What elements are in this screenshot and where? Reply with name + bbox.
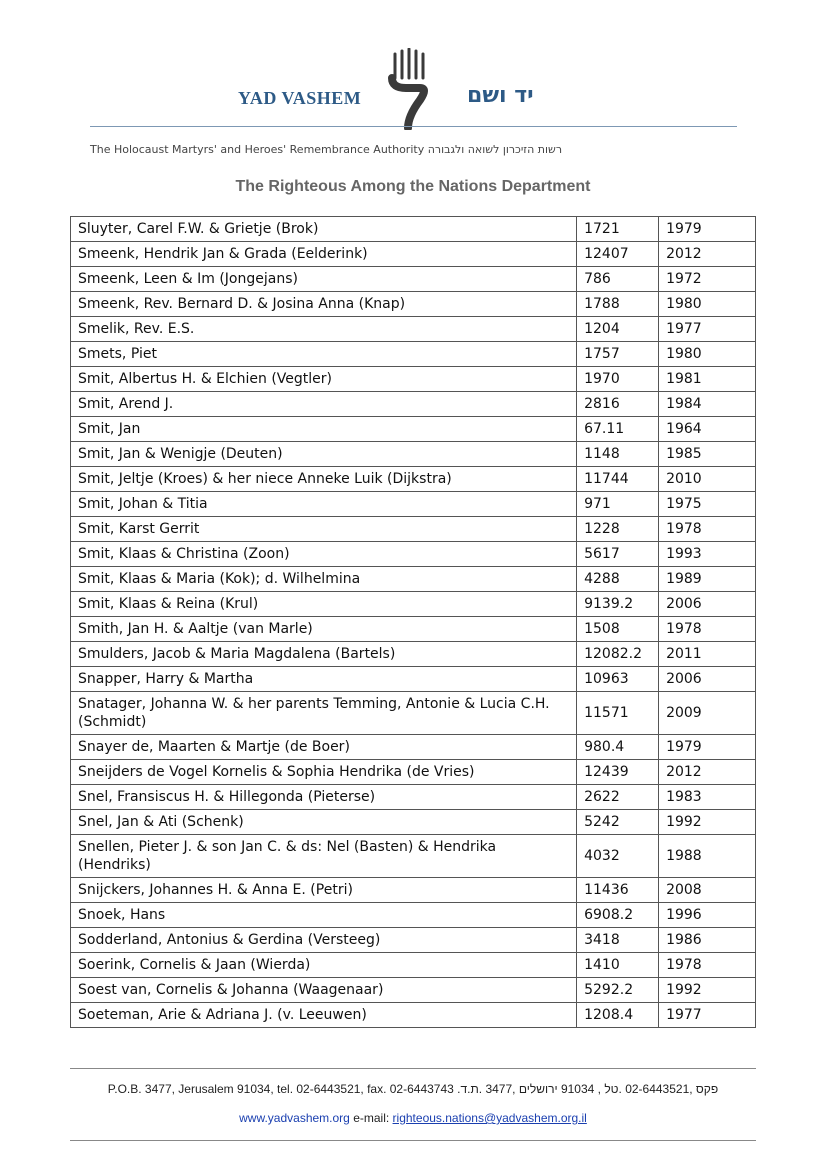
honoree-name-cell: Smit, Albertus H. & Elchien (Vegtler) xyxy=(71,367,577,392)
recognition-year-cell: 2006 xyxy=(659,592,756,617)
file-number-cell: 2816 xyxy=(577,392,659,417)
honoree-name-cell: Smelik, Rev. E.S. xyxy=(71,317,577,342)
honoree-name-cell: Smit, Jeltje (Kroes) & her niece Anneke Luik (Dijkstra) xyxy=(71,467,577,492)
honoree-name-cell: Smeenk, Rev. Bernard D. & Josina Anna (Knap) xyxy=(71,292,577,317)
file-number-cell: 11436 xyxy=(577,878,659,903)
recognition-year-cell: 1988 xyxy=(659,835,756,878)
table-row xyxy=(71,442,756,467)
recognition-year-cell: 2012 xyxy=(659,760,756,785)
table-row xyxy=(71,517,756,542)
file-number-cell: 2622 xyxy=(577,785,659,810)
recognition-year-cell: 1979 xyxy=(659,217,756,242)
authority-line: The Holocaust Martyrs' and Heroes' Remembrance Authority רשות הזיכרון לשואה ולגבורה xyxy=(90,143,563,156)
table-row xyxy=(71,267,756,292)
table-row xyxy=(71,735,756,760)
recognition-year-cell: 1978 xyxy=(659,953,756,978)
website-link[interactable]: www.yadvashem.org xyxy=(239,1111,350,1125)
table-row xyxy=(71,903,756,928)
honoree-name-cell: Snellen, Pieter J. & son Jan C. & ds: Nel (Basten) & Hendrika (Hendriks) xyxy=(71,835,577,878)
honoree-name-cell: Snel, Fransiscus H. & Hillegonda (Pieterse) xyxy=(71,785,577,810)
table-row xyxy=(71,835,756,878)
file-number-cell: 9139.2 xyxy=(577,592,659,617)
table-row xyxy=(71,810,756,835)
table-row xyxy=(71,928,756,953)
honoree-name-cell: Sodderland, Antonius & Gerdina (Versteeg) xyxy=(71,928,577,953)
file-number-cell: 1148 xyxy=(577,442,659,467)
recognition-year-cell: 1972 xyxy=(659,267,756,292)
table-row xyxy=(71,617,756,642)
recognition-year-cell: 1985 xyxy=(659,442,756,467)
table-row xyxy=(71,367,756,392)
honoree-name-cell: Soest van, Cornelis & Johanna (Waagenaar) xyxy=(71,978,577,1003)
email-label: e-mail: xyxy=(349,1111,393,1125)
file-number-cell: 1208.4 xyxy=(577,1003,659,1028)
honoree-name-cell: Sneijders de Vogel Kornelis & Sophia Hendrika (de Vries) xyxy=(71,760,577,785)
file-number-cell: 1970 xyxy=(577,367,659,392)
honoree-name-cell: Smith, Jan H. & Aaltje (van Marle) xyxy=(71,617,577,642)
honoree-name-cell: Snayer de, Maarten & Martje (de Boer) xyxy=(71,735,577,760)
honoree-name-cell: Smets, Piet xyxy=(71,342,577,367)
table-row xyxy=(71,785,756,810)
honoree-name-cell: Smeenk, Leen & Im (Jongejans) xyxy=(71,267,577,292)
file-number-cell: 1721 xyxy=(577,217,659,242)
recognition-year-cell: 1984 xyxy=(659,392,756,417)
file-number-cell: 6908.2 xyxy=(577,903,659,928)
file-number-cell: 1204 xyxy=(577,317,659,342)
table-row xyxy=(71,760,756,785)
table-row xyxy=(71,392,756,417)
letterhead xyxy=(0,0,826,170)
honoree-name-cell: Snatager, Johanna W. & her parents Temming, Antonie & Lucia C.H. (Schmidt) xyxy=(71,692,577,735)
honoree-name-cell: Snel, Jan & Ati (Schenk) xyxy=(71,810,577,835)
table-row xyxy=(71,342,756,367)
honoree-name-cell: Smit, Klaas & Reina (Krul) xyxy=(71,592,577,617)
table-row xyxy=(71,467,756,492)
table-row xyxy=(71,978,756,1003)
file-number-cell: 971 xyxy=(577,492,659,517)
footer-divider-bottom xyxy=(70,1140,756,1141)
recognition-year-cell: 1986 xyxy=(659,928,756,953)
file-number-cell: 1228 xyxy=(577,517,659,542)
honoree-name-cell: Soeteman, Arie & Adriana J. (v. Leeuwen) xyxy=(71,1003,577,1028)
file-number-cell: 12082.2 xyxy=(577,642,659,667)
honoree-name-cell: Smit, Klaas & Maria (Kok); d. Wilhelmina xyxy=(71,567,577,592)
table-row xyxy=(71,217,756,242)
footer-contact xyxy=(70,1111,756,1125)
footer-address: P.O.B. 3477, Jerusalem 91034, tel. 02-6443521, fax. 02-6443743 .פקס ,02-6443521 .טל , 91034 ירושלים ,3477 .ת.ד xyxy=(107,1082,719,1096)
table-row xyxy=(71,1003,756,1028)
honoree-name-cell: Smit, Karst Gerrit xyxy=(71,517,577,542)
file-number-cell: 11744 xyxy=(577,467,659,492)
file-number-cell: 10963 xyxy=(577,667,659,692)
recognition-year-cell: 1993 xyxy=(659,542,756,567)
file-number-cell: 980.4 xyxy=(577,735,659,760)
table-row xyxy=(71,542,756,567)
file-number-cell: 5292.2 xyxy=(577,978,659,1003)
file-number-cell: 12439 xyxy=(577,760,659,785)
table-row xyxy=(71,953,756,978)
honoree-name-cell: Smulders, Jacob & Maria Magdalena (Bartels) xyxy=(71,642,577,667)
file-number-cell: 1757 xyxy=(577,342,659,367)
honoree-name-cell: Smit, Jan xyxy=(71,417,577,442)
file-number-cell: 11571 xyxy=(577,692,659,735)
recognition-year-cell: 2011 xyxy=(659,642,756,667)
recognition-year-cell: 1980 xyxy=(659,292,756,317)
table-row xyxy=(71,692,756,735)
file-number-cell: 1788 xyxy=(577,292,659,317)
recognition-year-cell: 1983 xyxy=(659,785,756,810)
recognition-year-cell: 1978 xyxy=(659,517,756,542)
recognition-year-cell: 1996 xyxy=(659,903,756,928)
table-row xyxy=(71,292,756,317)
honoree-name-cell: Sluyter, Carel F.W. & Grietje (Brok) xyxy=(71,217,577,242)
recognition-year-cell: 1992 xyxy=(659,978,756,1003)
table-row xyxy=(71,492,756,517)
table-row xyxy=(71,567,756,592)
recognition-year-cell: 2012 xyxy=(659,242,756,267)
recognition-year-cell: 2008 xyxy=(659,878,756,903)
footer-divider-top xyxy=(70,1068,756,1069)
honoree-name-cell: Smit, Arend J. xyxy=(71,392,577,417)
recognition-year-cell: 1981 xyxy=(659,367,756,392)
header-divider xyxy=(90,126,737,127)
file-number-cell: 4032 xyxy=(577,835,659,878)
table-row xyxy=(71,667,756,692)
file-number-cell: 786 xyxy=(577,267,659,292)
recognition-year-cell: 1979 xyxy=(659,735,756,760)
email-link[interactable]: righteous.nations@yadvashem.org.il xyxy=(392,1111,587,1125)
file-number-cell: 1508 xyxy=(577,617,659,642)
honoree-name-cell: Snijckers, Johannes H. & Anna E. (Petri) xyxy=(71,878,577,903)
honoree-name-cell: Smeenk, Hendrik Jan & Grada (Eelderink) xyxy=(71,242,577,267)
honoree-name-cell: Smit, Johan & Titia xyxy=(71,492,577,517)
recognition-year-cell: 1989 xyxy=(659,567,756,592)
recognition-year-cell: 1964 xyxy=(659,417,756,442)
recognition-year-cell: 1980 xyxy=(659,342,756,367)
table-row xyxy=(71,317,756,342)
table-row xyxy=(71,642,756,667)
recognition-year-cell: 1992 xyxy=(659,810,756,835)
recognition-year-cell: 1977 xyxy=(659,1003,756,1028)
honoree-name-cell: Soerink, Cornelis & Jaan (Wierda) xyxy=(71,953,577,978)
file-number-cell: 5242 xyxy=(577,810,659,835)
file-number-cell: 5617 xyxy=(577,542,659,567)
file-number-cell: 67.11 xyxy=(577,417,659,442)
recognition-year-cell: 1978 xyxy=(659,617,756,642)
righteous-records-table xyxy=(70,216,756,1028)
recognition-year-cell: 2010 xyxy=(659,467,756,492)
honoree-name-cell: Smit, Klaas & Christina (Zoon) xyxy=(71,542,577,567)
yad-vashem-logo-icon xyxy=(384,48,440,130)
recognition-year-cell: 2006 xyxy=(659,667,756,692)
department-title: The Righteous Among the Nations Department xyxy=(235,178,591,195)
table-row xyxy=(71,592,756,617)
recognition-year-cell: 1975 xyxy=(659,492,756,517)
file-number-cell: 4288 xyxy=(577,567,659,592)
table-row xyxy=(71,242,756,267)
recognition-year-cell: 2009 xyxy=(659,692,756,735)
file-number-cell: 3418 xyxy=(577,928,659,953)
records-table-body xyxy=(71,217,756,1028)
file-number-cell: 12407 xyxy=(577,242,659,267)
file-number-cell: 1410 xyxy=(577,953,659,978)
honoree-name-cell: Snoek, Hans xyxy=(71,903,577,928)
honoree-name-cell: Snapper, Harry & Martha xyxy=(71,667,577,692)
brand-name-hebrew: יד ושם xyxy=(467,83,534,108)
honoree-name-cell: Smit, Jan & Wenigje (Deuten) xyxy=(71,442,577,467)
table-row xyxy=(71,417,756,442)
brand-name-english: YAD VASHEM xyxy=(238,88,362,108)
recognition-year-cell: 1977 xyxy=(659,317,756,342)
table-row xyxy=(71,878,756,903)
